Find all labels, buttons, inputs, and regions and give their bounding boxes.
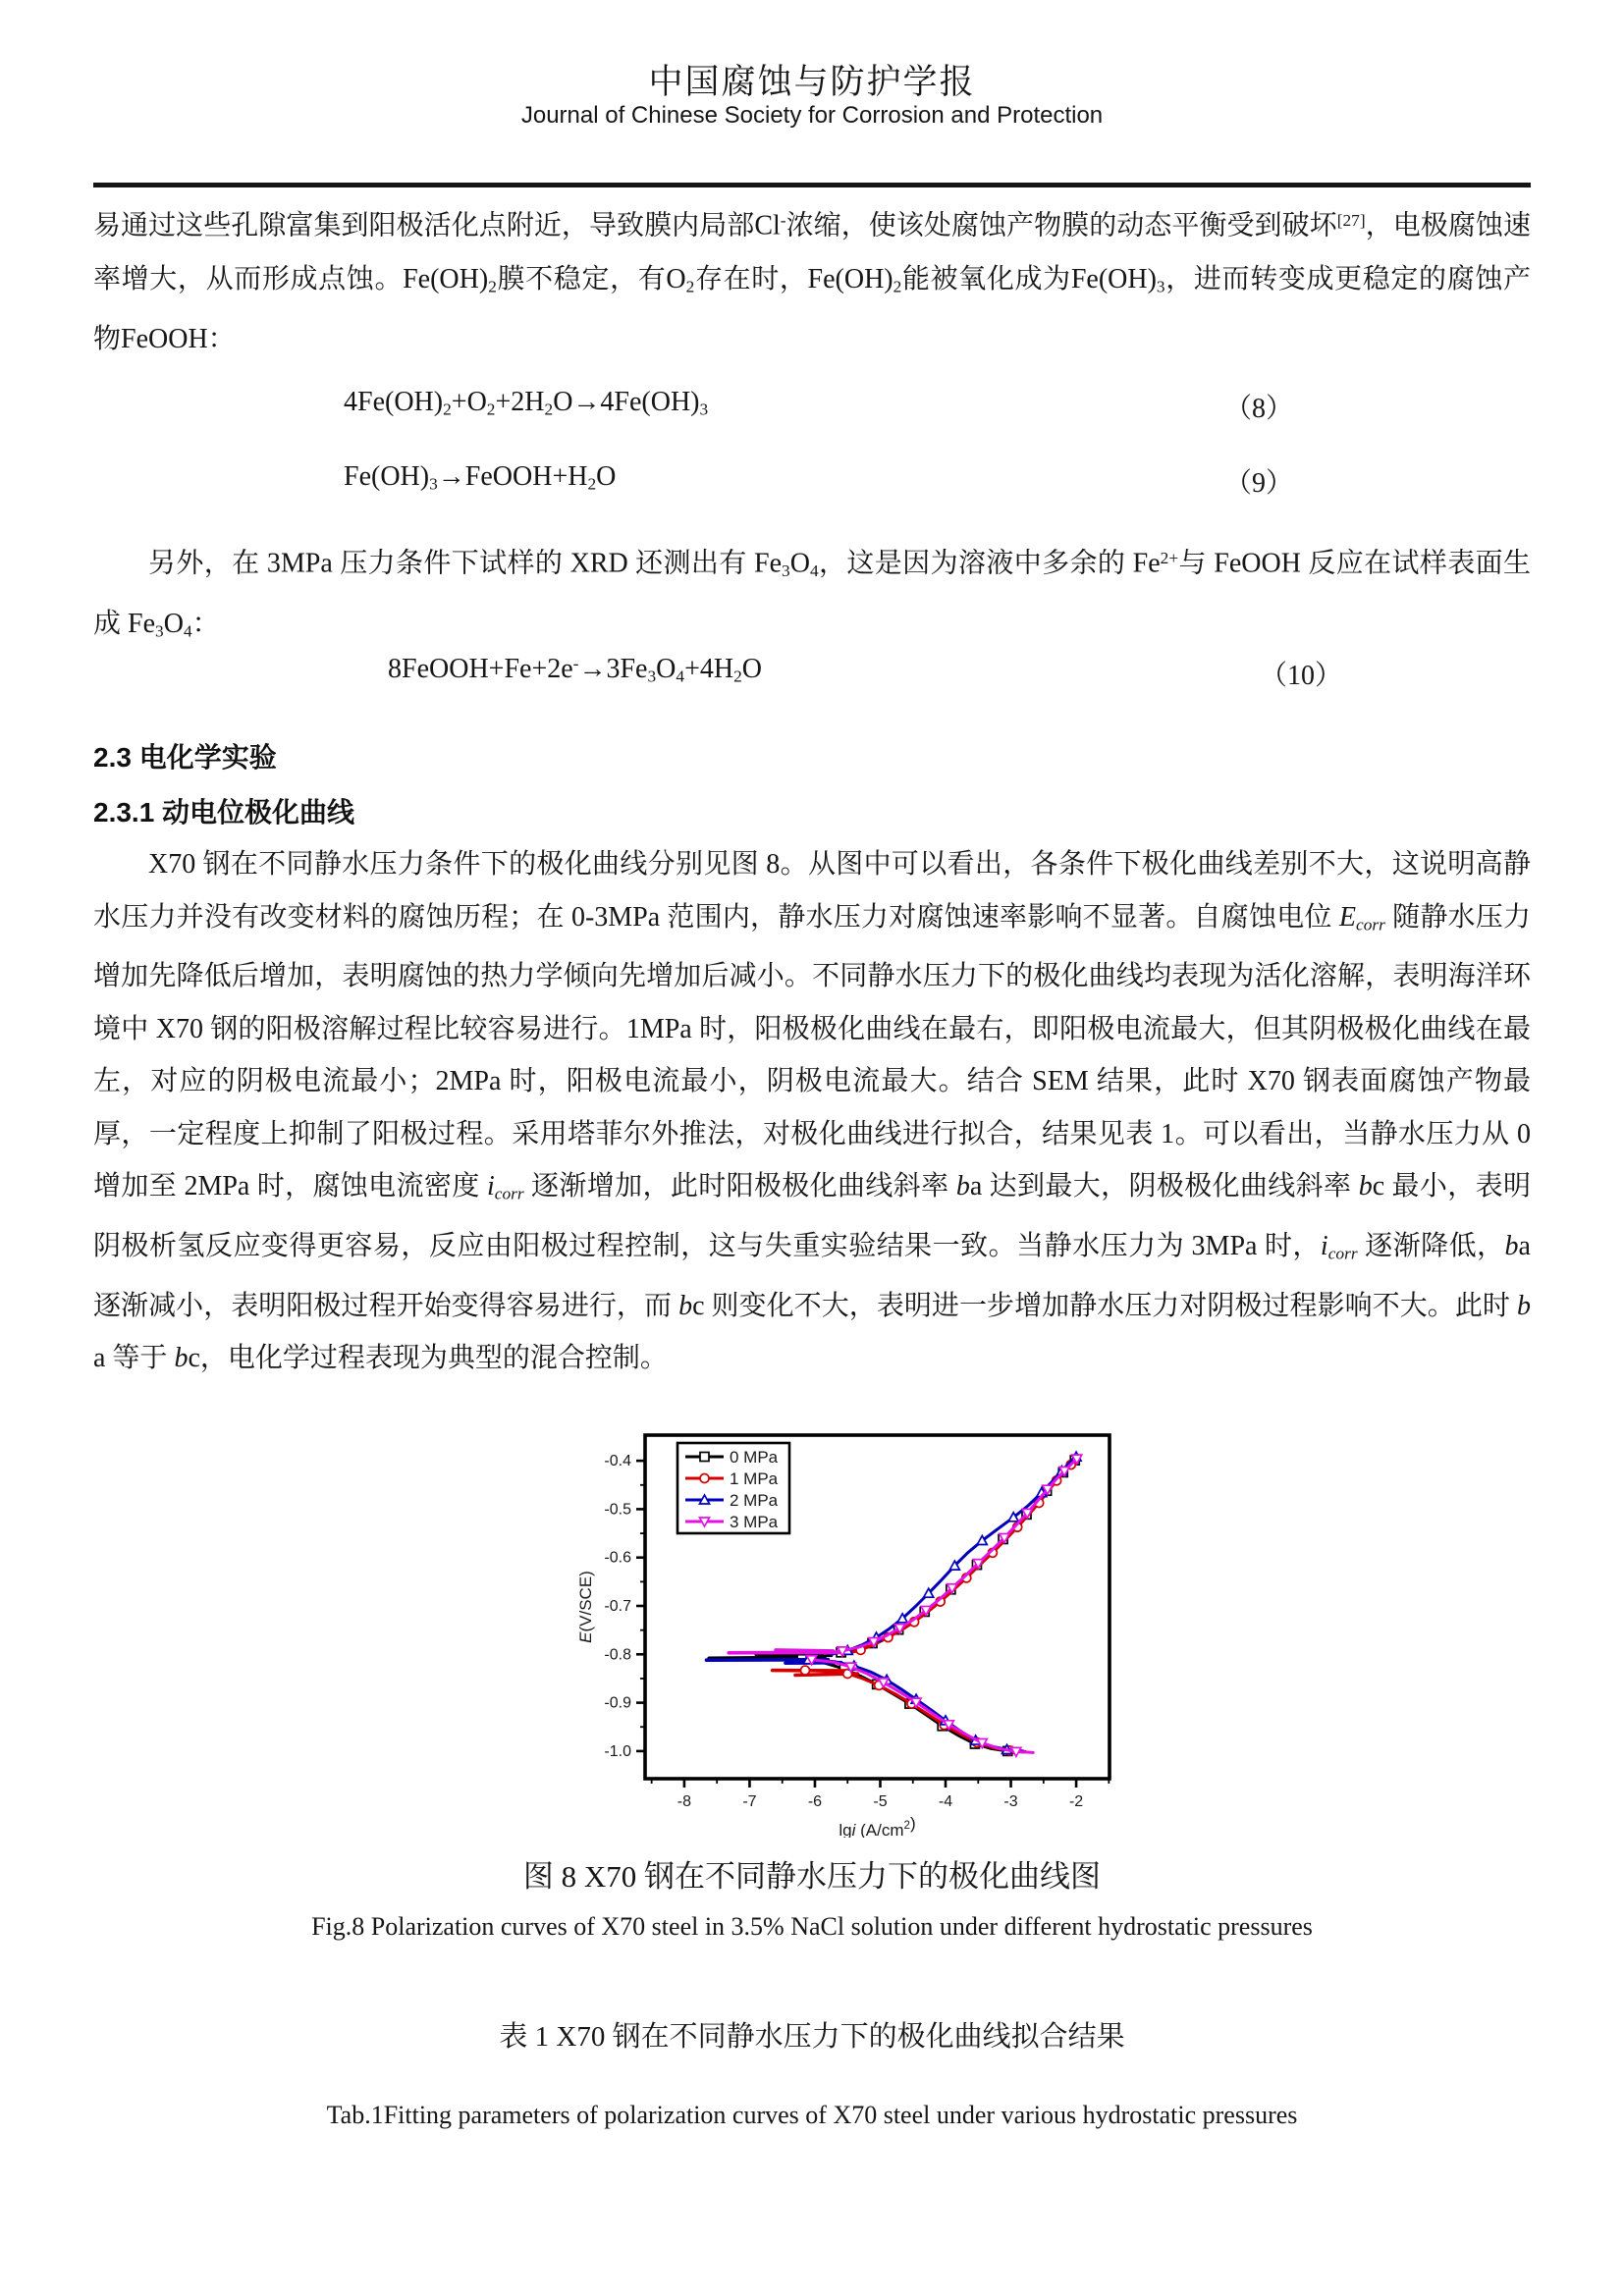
section-heading-2-3-1: 2.3.1 动电位极化曲线 [93, 797, 355, 828]
header-rule [93, 183, 1531, 187]
svg-text:2 MPa: 2 MPa [730, 1491, 779, 1510]
x-axis-title: lgi $(A/cm^2)$ [839, 1814, 916, 1838]
equation-9-formula: $Fe(OH)_3\to FeOOH+H_2O$ [344, 461, 617, 494]
equation-10-formula: $8FeOOH+Fe+2e^-\to 3Fe_3O_4+4H_2O$ [388, 654, 762, 686]
figure-caption-en: Fig.8 Polarization curves of X70 steel in 3.5% NaCl solution under different hydrostatic pressures [311, 1912, 1313, 1941]
equation-8-formula: $4Fe(OH)_2+O_2+2H_2O\to 4Fe(OH)_3$ [344, 387, 709, 419]
svg-text:-8: -8 [677, 1793, 692, 1810]
equation-9-number: （9） [1224, 468, 1294, 499]
svg-text:-6: -6 [807, 1793, 823, 1810]
svg-text:-1.0: -1.0 [604, 1742, 631, 1760]
svg-text:1 MPa: 1 MPa [730, 1469, 779, 1488]
svg-text:3 MPa: 3 MPa [730, 1513, 779, 1531]
svg-text:-0.6: -0.6 [604, 1549, 631, 1567]
paragraph-polarization-discussion: X70 钢在不同静水压力条件下的极化曲线分别见图 8。从图中可以看出，各条件下极化曲线差别不大，这说明高静水压力并没有改变材料的腐蚀历程；在 0-3MPa 范围内，静水压力对腐蚀速率影响不显著。自腐蚀电位 Ecorr 随静水压力增加先降低后增加，表明腐蚀的热力学倾向先增加后减小。不同静水压力下的极化曲线均表现为活化溶解，表明海洋环境中 X70 钢的阳极溶解过程比较容易进行。1MPa 时，阳极极化曲线在最右，即阳极电流最大，但其阴极极化曲线在最左，对应的阴极电流最小；2MPa 时，阳极电流最小，阴极电流最大。结合 SEM 结果，此时 X70 钢表面腐蚀产物最厚，一定程度上抑制了阳极过程。采用塔菲尔外推法，对极化曲线进行拟合，结果见表 1。可以看出，当静水压力从 0 增加至 2MPa 时，腐蚀电流密度 icorr 逐渐增加，此时阳极极化曲线斜率 ba 达到最大，阴极极化曲线斜率 bc 最小，表明阴极析氢反应变得更容易，反应由阳极过程控制，这与失重实验结果一致。当静水压力为 3MPa 时，icorr 逐渐降低，ba 逐渐减小，表明阳极过程开始变得容易进行，而 bc 则变化不大，表明进一步增加静水压力对阴极过程影响不大。此时 ba 等于 bc，电化学过程表现为典型的混合控制。 [93, 849, 1531, 1374]
svg-text:-2: -2 [1068, 1793, 1084, 1810]
equation-8 [93, 387, 1531, 426]
svg-text:-4: -4 [938, 1793, 953, 1810]
svg-text:-3: -3 [1003, 1793, 1018, 1810]
svg-text:-0.8: -0.8 [604, 1646, 631, 1664]
equation-10 [93, 654, 1531, 693]
svg-text:-0.9: -0.9 [604, 1694, 631, 1712]
equation-10-number: （10） [1260, 661, 1343, 691]
polarization-chart [550, 1414, 1159, 1838]
chart-tick-labels [604, 1453, 1083, 1810]
paragraph-xrd-result: 另外，在 3MPa 压力条件下试样的 XRD 还测出有 $Fe_3O_4$，这是因为溶液中多余的 $Fe^{2+}$与 FeOOH 反应在试样表面生成 $Fe_3O_4$： [93, 548, 1531, 641]
journal-title-zh: 中国腐蚀与防护学报 [648, 63, 976, 101]
equation-8-number: （8） [1224, 394, 1294, 424]
journal-title-en: Journal of Chinese Society for Corrosion and Protection [520, 102, 1104, 129]
svg-text:-0.4: -0.4 [604, 1453, 631, 1470]
table-caption-en: Tab.1Fitting parameters of polarization curves of X70 steel under various hydrostatic pressures [326, 2101, 1298, 2129]
svg-text:-0.7: -0.7 [604, 1598, 631, 1616]
section-heading-2-3: 2.3 电化学实验 [93, 742, 277, 773]
equation-9 [93, 461, 1531, 501]
y-axis-title: E(V/SCE) [576, 1571, 595, 1643]
chart-legend [677, 1443, 789, 1533]
svg-text:0 MPa: 0 MPa [730, 1448, 779, 1467]
figure-8 [550, 1414, 1159, 1838]
figure-caption-zh: 图 8 X70 钢在不同静水压力下的极化曲线图 [522, 1859, 1102, 1894]
svg-text:-7: -7 [742, 1793, 757, 1810]
table-caption-zh: 表 1 X70 钢在不同静水压力下的极化曲线拟合结果 [499, 2021, 1125, 2053]
svg-text:-0.5: -0.5 [604, 1501, 631, 1519]
svg-text:-5: -5 [873, 1793, 888, 1810]
paragraph-corrosion-mechanism: 易通过这些孔隙富集到阳极活化点附近，导致膜内局部Cl-浓缩，使该处腐蚀产物膜的动态平衡受到破坏[27]，电极腐蚀速率增大，从而形成点蚀。$Fe(OH)_2$膜不稳定，有$O_2$存在时，$Fe(OH)_2$能被氧化成为$Fe(OH)_3$，进而转变成更稳定的腐蚀产物FeOOH： [93, 210, 1531, 354]
